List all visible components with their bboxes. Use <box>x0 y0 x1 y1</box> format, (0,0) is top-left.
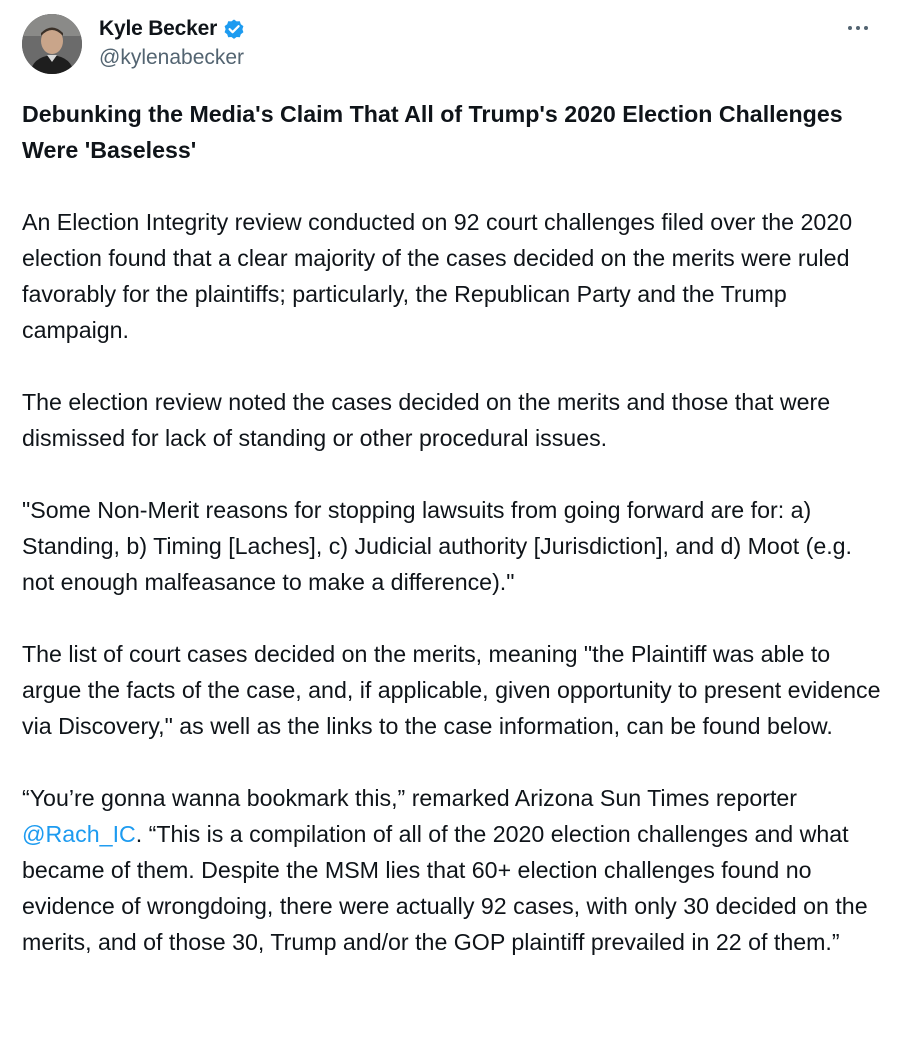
dot <box>864 26 868 30</box>
author-info <box>99 14 246 70</box>
post-paragraph: An Election Integrity review conducted on 92 court challenges filed over the 2020 election found that a clear majority of the cases decided on the merits were ruled favorably for the plaintiffs; particularly, the Republican Party and the Trump campaign. <box>22 209 853 343</box>
name-row <box>99 14 246 44</box>
quote-text-start: “You’re gonna wanna bookmark this,” remarked Arizona Sun Times reporter <box>22 785 798 811</box>
dot <box>848 26 852 30</box>
dot <box>856 26 860 30</box>
author-handle[interactable]: @kylenabecker <box>99 46 245 69</box>
post-paragraph: The election review noted the cases decided on the merits and those that were dismissed for lack of standing or other procedural issues. <box>22 389 831 451</box>
profile-photo <box>22 14 82 74</box>
more-options-icon[interactable] <box>842 16 874 40</box>
tweet-text <box>22 96 882 960</box>
display-name[interactable]: Kyle Becker <box>99 17 218 40</box>
mention-link[interactable]: @Rach_IC <box>22 821 136 847</box>
post-paragraph-quote <box>22 780 882 960</box>
post-paragraph: "Some Non-Merit reasons for stopping lawsuits from going forward are for: a) Standing, b) Timing [Laches], c) Judicial authority [Jurisdiction], and d) Moot (e.g. not enough malfeasance to make a difference)." <box>22 497 852 595</box>
verified-badge-icon[interactable] <box>222 17 246 41</box>
post-paragraph: The list of court cases decided on the merits, meaning "the Plaintiff was able to argue the facts of the case, and, if applicable, given opportunity to present evidence via Discovery," as well as the links to the case information, can be found below. <box>22 641 881 739</box>
tweet-header <box>22 12 878 76</box>
quote-text-end: . “This is a compilation of all of the 2020 election challenges and what became of them. Despite the MSM lies that 60+ election challenges found no evidence of wrongdoing, there were actually 92 cases, with only 30 decided on the merits, and of those 30, Trump and/or the GOP plaintiff prevailed in 22 of them.” <box>22 821 868 955</box>
post-title: Debunking the Media's Claim That All of Trump's 2020 Election Challenges Were 'Baseless' <box>22 101 843 163</box>
avatar[interactable] <box>22 14 82 74</box>
